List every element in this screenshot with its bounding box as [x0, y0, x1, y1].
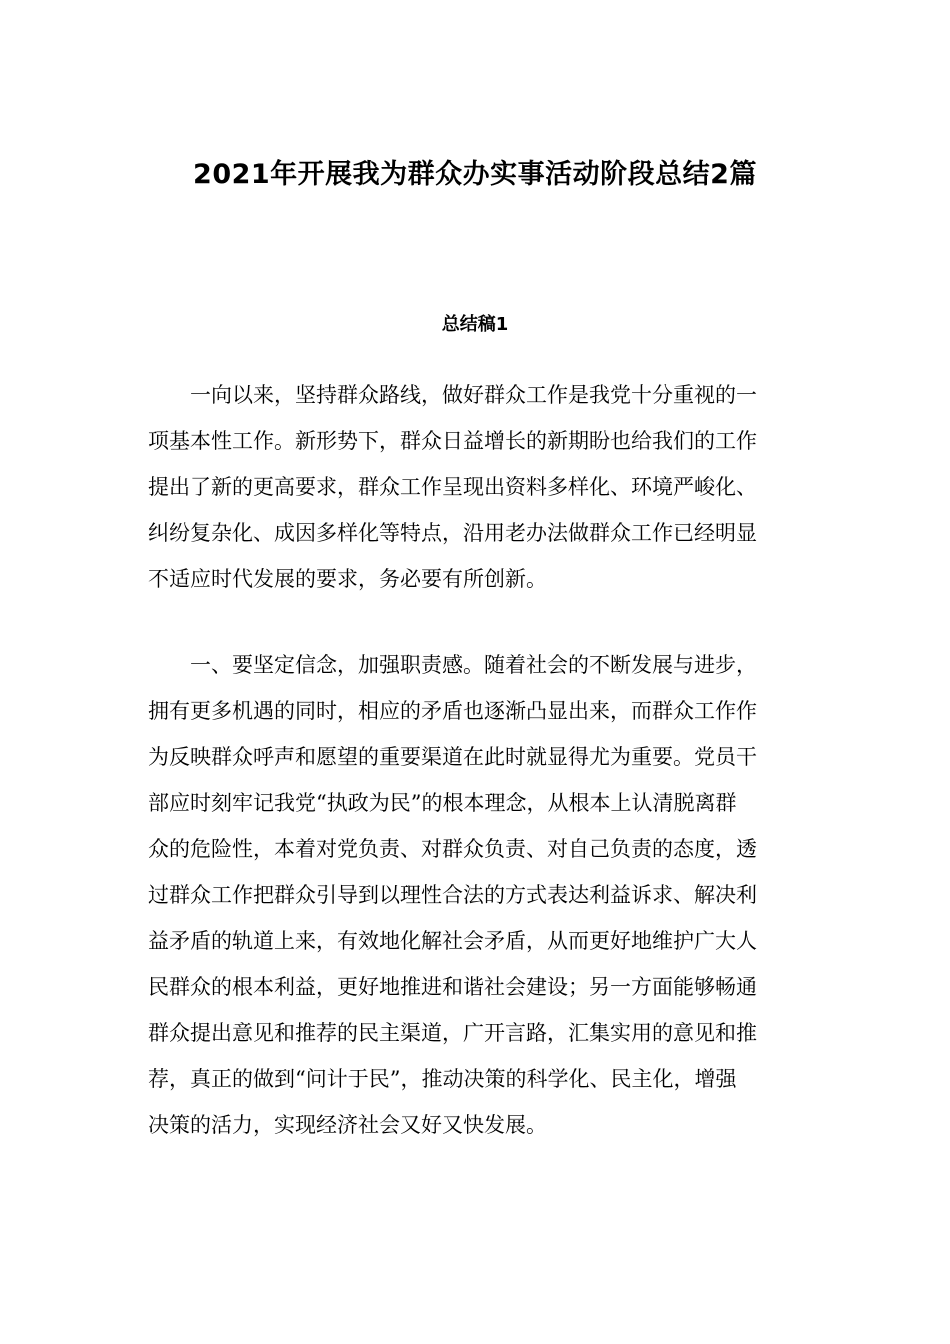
paragraph-line: 拥有更多机遇的同时，相应的矛盾也逐渐凸显出来，而群众工作作 — [148, 699, 757, 723]
paragraph-line: 益矛盾的轨道上来，有效地化解社会矛盾，从而更好地维护广大人 — [148, 929, 757, 953]
paragraph-line: 群众提出意见和推荐的民主渠道，广开言路，汇集实用的意见和推 — [148, 1021, 757, 1045]
paragraph-line: 为反映群众呼声和愿望的重要渠道在此时就显得尤为重要。党员干 — [148, 745, 757, 769]
paragraph-line: 一向以来，坚持群众路线，做好群众工作是我党十分重视的一 — [148, 383, 757, 407]
paragraph-line: 部应时刻牢记我党“执政为民”的根本理念，从根本上认清脱离群 — [148, 791, 737, 815]
paragraph-line: 项基本性工作。新形势下，群众日益增长的新期盼也给我们的工作 — [148, 429, 757, 453]
paragraph-line: 提出了新的更高要求，群众工作呈现出资料多样化、环境严峻化、 — [148, 475, 757, 499]
paragraph-line: 荐，真正的做到“问计于民”，推动决策的科学化、民主化，增强 — [148, 1067, 737, 1091]
paragraph-line: 不适应时代发展的要求，务必要有所创新。 — [148, 567, 547, 591]
paragraph-line: 一、要坚定信念，加强职责感。随着社会的不断发展与进步， — [148, 653, 757, 677]
section-heading: 总结稿1 — [441, 314, 509, 335]
paragraph-line: 众的危险性，本着对党负责、对群众负责、对自己负责的态度，透 — [148, 837, 757, 861]
paragraph-point-one — [148, 642, 796, 1148]
paragraph-line: 过群众工作把群众引导到以理性合法的方式表达利益诉求、解决利 — [148, 883, 757, 907]
paragraph-line: 决策的活力，实现经济社会又好又快发展。 — [148, 1113, 547, 1137]
paragraph-line: 纠纷复杂化、成因多样化等特点，沿用老办法做群众工作已经明显 — [148, 521, 757, 545]
paragraph-intro — [148, 372, 796, 602]
paragraph-line: 民群众的根本利益，更好地推进和谐社会建设；另一方面能够畅通 — [148, 975, 757, 999]
document-title: 2021年开展我为群众办实事活动阶段总结2篇 — [193, 159, 757, 190]
